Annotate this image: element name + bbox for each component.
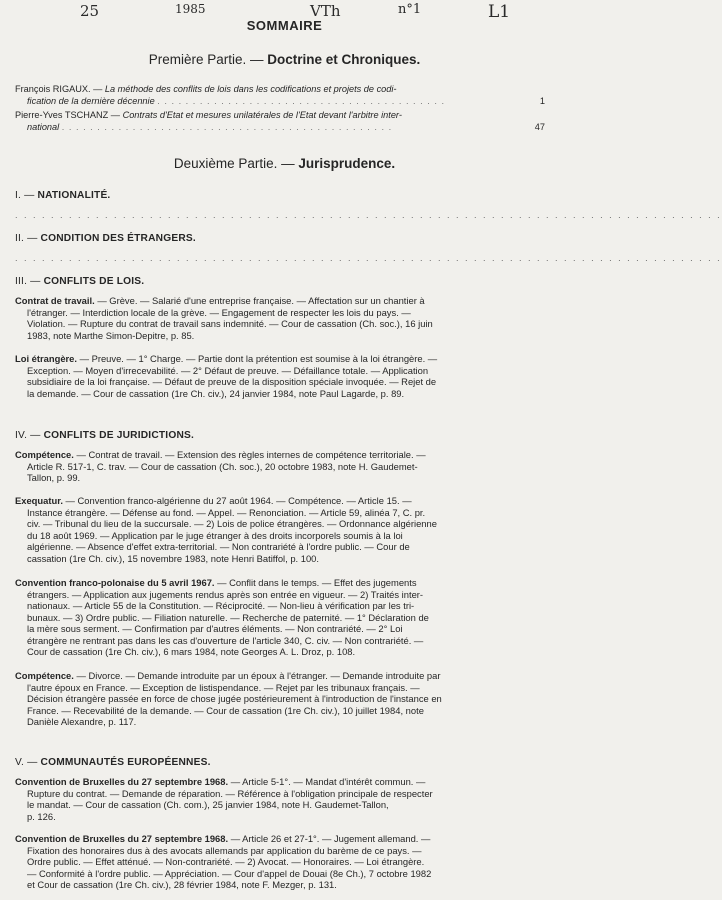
- part-label: Deuxième Partie. —: [173, 156, 295, 171]
- section-heading: I. — NATIONALITÉ.: [15, 190, 111, 201]
- section-heading: II. — CONDITION DES ÉTRANGERS.: [15, 233, 196, 244]
- case-entry: Compétence. — Contrat de travail. — Extension des règles internes de compétence territoriale. — Article R. 517-1, C. trav. — Cour de cassation (Ch. soc.), 20 octobre 1983, note H. Gaudemet- Tallon, p. 99.: [15, 449, 426, 484]
- section-heading: III. — CONFLITS DE LOIS.: [15, 276, 145, 287]
- handwritten-note: 25: [80, 2, 100, 20]
- case-entry: Loi étrangère. — Preuve. — 1° Charge. — Partie dont la prétention est soumise à la loi étrangère. — Exception. — Moyen d'irrecevabilité. — 2° Défaut de preuve. — Défaillance totale. — Application subsidiaire de la loi française. — Défaut de preuve de la disposition spéciale invoquée. — Rejet de la demande. — Cour de cassation (1re Ch. civ.), 24 janvier 1984, note Paul Lagarde, p. 89.: [15, 353, 438, 399]
- toc-entry: Pierre-Yves TSCHANZ — Contrats d'Etat et mesures unilatérales de l'Etat devant l'arbitre inter- national . . . . . . . . . . . . . . . . . . . . . . . . . . . . . . . . . . . . . . . . . . . . . . . 47: [15, 110, 545, 132]
- toc-title-line: Contrats d'Etat et mesures unilatérales de l'Etat devant l'arbitre inter-: [122, 110, 402, 120]
- part-one-heading: [0, 52, 569, 67]
- case-entry: Convention de Bruxelles du 27 septembre 1968. — Article 26 et 27-1°. — Jugement allemand. — Fixation des honoraires dus à des avocats allemands par application du barème de ce pays. — Ordre public. — Effet atténué. — Non-contrariété. — 2) Avocat. — Honoraires. — Loi étrangère. — Conformité à l'ordre public. — Appréciation. — Cour d'appel de Douai (8e Ch.), 7 octobre 1982 et Cour de cassation (1re Ch. civ.), 28 février 1984, note F. Mezger, p. 131.: [15, 833, 432, 891]
- dot-leader: . . . . . . . . . . . . . . . . . . . . . . . . . . . . . . . . . . . . . . . . . . . . . . . . . . . . . . . . . . . . . . . . . . . . . . . . . . . . . . .: [15, 210, 722, 220]
- handwritten-note: 1985: [175, 2, 206, 16]
- handwritten-note: VTh: [310, 2, 341, 20]
- handwritten-note: L1: [488, 2, 511, 22]
- toc-title-line: fication de la dernière décennie: [27, 95, 155, 106]
- toc-page-number: 47: [534, 121, 545, 132]
- toc-author: François RIGAUX. —: [15, 84, 103, 94]
- toc-title-line: La méthode des conflits de lois dans les codifications et projets de codi-: [104, 84, 397, 94]
- case-entry: Compétence. — Divorce. — Demande introduite par un époux à l'étranger. — Demande introduite par l'autre époux en France. — Exception de listispendance. — Rejet par les tribunaux français. — Décision étrangère passée en force de chose jugée postérieurement à l'introduction de l'instance en France. — Recevabilité de la demande. — Cour de cassation (1re Ch. civ.), 10 juillet 1984, note Danièle Alexandre, p. 117.: [15, 670, 442, 728]
- part-title: Doctrine et Chroniques.: [267, 52, 421, 67]
- case-entry: Convention franco-polonaise du 5 avril 1967. — Conflit dans le temps. — Effet des jugements étrangers. — Application aux jugements rendus après son entrée en vigueur. — 2) Traités inter- nationaux. — Article 55 de la Constitution. — Réciprocité. — Non-lieu à vérification par les tri- bunaux. — 3) Ordre public. — Filiation naturelle. — Recherche de paternité. — 1° Déclaration de la mère sous serment. — Confirmation par d'autres éléments. — Non contrariété. — 2° Loi étrangère ne rentrant pas dans les cas d'ouverture de l'article 340, C. civ. — Non contrariété. — Cour de cassation (1re Ch. civ.), 6 mars 1984, note Georges A. L. Droz, p. 108.: [15, 577, 429, 658]
- section-heading: IV. — CONFLITS DE JURIDICTIONS.: [15, 430, 195, 441]
- dot-leader: . . . . . . . . . . . . . . . . . . . . . . . . . . . . . . . . . . . . . . . . . . . . . . . . . . . . . . . . . . . . . . . . . . . . . . . . . . . . . . .: [15, 253, 722, 263]
- part-label: Première Partie. —: [148, 52, 264, 67]
- case-entry: Contrat de travail. — Grève. — Salarié d'une entreprise française. — Affectation sur un chantier à l'étranger. — Interdiction locale de la grève. — Engagement de respecter les lois du pays. — Violation. — Rupture du contrat de travail sans indemnité. — Cour de cassation (Ch. soc.), 16 juin 1983, note Marthe Simon-Depitre, p. 85.: [15, 295, 433, 341]
- toc-author: Pierre-Yves TSCHANZ —: [15, 110, 120, 120]
- toc-entry: François RIGAUX. — La méthode des conflits de lois dans les codifications et projets de codi- fication de la dernière décennie . . . . . . . . . . . . . . . . . . . . . . . . . . . . . . . . . . . . . . . . . 1: [15, 84, 545, 106]
- part-two-heading: [0, 156, 569, 171]
- case-entry: Convention de Bruxelles du 27 septembre 1968. — Article 5-1°. — Mandat d'intérêt commun. — Rupture du contrat. — Demande de réparation. — Référence à l'obligation principale de respecter le mandat. — Cour de cassation (Ch. com.), 25 janvier 1984, note H. Gaudemet-Tallon, p. 126.: [15, 776, 433, 822]
- page-title: SOMMAIRE: [246, 18, 323, 33]
- handwritten-note: n°1: [398, 2, 422, 17]
- case-entry: Exequatur. — Convention franco-algérienne du 27 août 1964. — Compétence. — Article 15. — Instance étrangère. — Défense au fond. — Appel. — Renonciation. — Article 59, alinéa 7, C. pr. civ. — Tribunal du lieu de la succursale. — 2) Lois de police étrangères. — Ordonnance algérienne du 18 août 1969. — Application par le juge étranger à des droits incorporels soumis à la loi algérienne. — Absence d'effet extra-territorial. — Non contrariété à l'ordre public. — Cour de cassation (1re Ch. civ.), 15 novembre 1983, note Henri Batiffol, p. 100.: [15, 495, 437, 564]
- toc-page-number: 1: [539, 95, 545, 106]
- part-title: Jurisprudence.: [298, 156, 396, 171]
- section-heading: V. — COMMUNAUTÉS EUROPÉENNES.: [15, 757, 211, 768]
- toc-title-line: national: [27, 121, 60, 132]
